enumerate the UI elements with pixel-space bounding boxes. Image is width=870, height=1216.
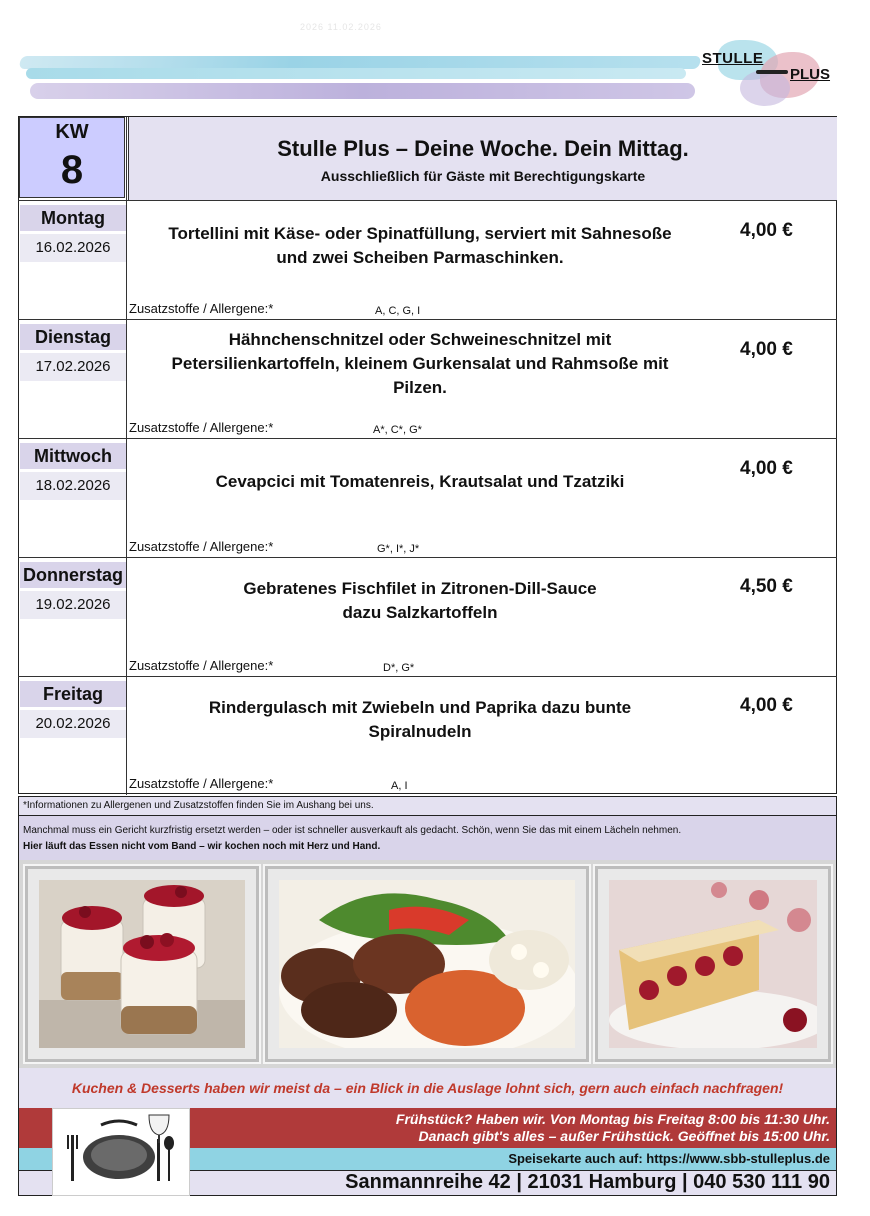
dish-line: Tortellini mit Käse- oder Spinatfüllung, serviert mit Sahnesoße <box>168 224 672 243</box>
week-box <box>19 117 125 198</box>
dish-price: 4,00 € <box>740 339 793 360</box>
allergen-label: Zusatzstoffe / Allergene:* <box>129 776 274 791</box>
column-divider <box>126 117 127 795</box>
dish-line: Gebratenes Fischfilet in Zitronen-Dill-Sauce <box>243 579 597 598</box>
brush-stroke-lavender <box>30 83 695 99</box>
logo-text-plus: PLUS <box>790 66 831 83</box>
menu-title: Stulle Plus – Deine Woche. Dein Mittag. <box>277 136 689 161</box>
dish-price: 4,00 € <box>740 458 793 479</box>
allergen-codes: A*, C*, G* <box>373 424 422 436</box>
info-line-bold: Hier läuft das Essen nicht vom Band – wir kochen noch mit Herz und Hand. <box>23 841 381 852</box>
dish-line: Hähnchenschnitzel oder Schweineschnitzel mit <box>228 330 612 349</box>
hours-line: Danach gibt's alles – außer Frühstück. Geöffnet bis 15:00 Uhr. <box>418 1128 830 1144</box>
logo-fork-icon <box>756 70 788 74</box>
cherry-cake-photo <box>595 866 831 1062</box>
row-divider <box>18 438 837 439</box>
dish-price: 4,00 € <box>740 695 793 716</box>
dish-line: Spiralnudeln <box>368 722 472 741</box>
photo-gallery <box>18 860 837 1068</box>
dessert-glasses-photo <box>25 866 259 1062</box>
day-name: Donnerstag <box>20 562 126 588</box>
dish-line: Pilzen. <box>393 378 447 397</box>
day-name: Montag <box>20 205 126 231</box>
day-date: 16.02.2026 <box>20 234 126 262</box>
allergen-codes: A, I <box>391 780 408 792</box>
row-divider <box>18 319 837 320</box>
dish-description <box>130 577 710 625</box>
dish-description <box>130 222 710 270</box>
brush-stroke-cyan-2 <box>26 68 686 79</box>
dessert-glasses-image <box>39 880 245 1048</box>
faint-header-text: 2026 11.02.2026 <box>300 22 382 32</box>
allergen-label: Zusatzstoffe / Allergene:* <box>129 539 274 554</box>
plate-icon <box>53 1109 189 1195</box>
day-name: Dienstag <box>20 324 126 350</box>
logo-splash-purple <box>740 70 790 106</box>
dish-line: und zwei Scheiben Parmaschinken. <box>276 248 564 267</box>
day-date: 19.02.2026 <box>20 591 126 619</box>
dish-line: Cevapcici mit Tomatenreis, Krautsalat und Tzatziki <box>215 472 625 491</box>
website-bar: Speisekarte auch auf: https://www.sbb-stulleplus.de <box>18 1148 837 1170</box>
row-divider <box>18 200 837 201</box>
info-box <box>18 816 837 860</box>
logo-text-stulle: STULLE <box>702 50 764 67</box>
meat-patties-rice-photo <box>265 866 589 1062</box>
dish-line: dazu Salzkartoffeln <box>342 603 498 622</box>
row-divider <box>18 676 837 677</box>
meat-patties-image <box>279 880 575 1048</box>
menu-table-frame <box>18 116 837 794</box>
allergen-codes: D*, G* <box>383 662 415 674</box>
day-name: Freitag <box>20 681 126 707</box>
day-date: 17.02.2026 <box>20 353 126 381</box>
address-bar: Sanmannreihe 42 | 21031 Hamburg | 040 530 111 90 <box>18 1170 837 1196</box>
allergen-label: Zusatzstoffe / Allergene:* <box>129 420 274 435</box>
week-number: 8 <box>60 148 84 192</box>
row-divider <box>18 557 837 558</box>
allergen-label: Zusatzstoffe / Allergene:* <box>129 301 274 316</box>
dish-description <box>130 696 710 744</box>
allergen-codes: G*, I*, J* <box>377 543 420 555</box>
dish-description <box>130 328 710 400</box>
week-label: KW <box>55 121 89 143</box>
opening-hours-text <box>396 1111 830 1145</box>
dish-line: Petersilienkartoffeln, kleinem Gurkensalat und Rahmsoße mit <box>171 354 669 373</box>
dish-description <box>130 470 710 494</box>
day-date: 18.02.2026 <box>20 472 126 500</box>
allergen-codes: A, C, G, I <box>375 305 421 317</box>
menu-header <box>128 117 837 200</box>
hours-line: Frühstück? Haben wir. Von Montag bis Freitag 8:00 bis 11:30 Uhr. <box>395 1111 830 1127</box>
desserts-note: Kuchen & Desserts haben wir meist da – ein Blick in die Auslage lohnt sich, gern auch einfach nachfragen! <box>18 1068 837 1108</box>
dish-line: Rindergulasch mit Zwiebeln und Paprika dazu bunte <box>208 698 632 717</box>
allergen-label: Zusatzstoffe / Allergene:* <box>129 658 274 673</box>
day-date: 20.02.2026 <box>20 710 126 738</box>
allergen-info-note: *Informationen zu Allergenen und Zusatzstoffen finden Sie im Aushang bei uns. <box>18 796 837 816</box>
day-name: Mittwoch <box>20 443 126 469</box>
menu-subtitle: Ausschließlich für Gäste mit Berechtigungskarte <box>320 168 646 184</box>
plate-cutlery-icon <box>52 1108 190 1196</box>
info-line: Manchmal muss ein Gericht kurzfristig ersetzt werden – oder ist schneller ausverkauft als gedacht. Schön, wenn Sie das mit einem Lächeln nehmen. <box>23 825 682 836</box>
dish-price: 4,00 € <box>740 220 793 241</box>
dish-price: 4,50 € <box>740 576 793 597</box>
cherry-cake-image <box>609 880 817 1048</box>
